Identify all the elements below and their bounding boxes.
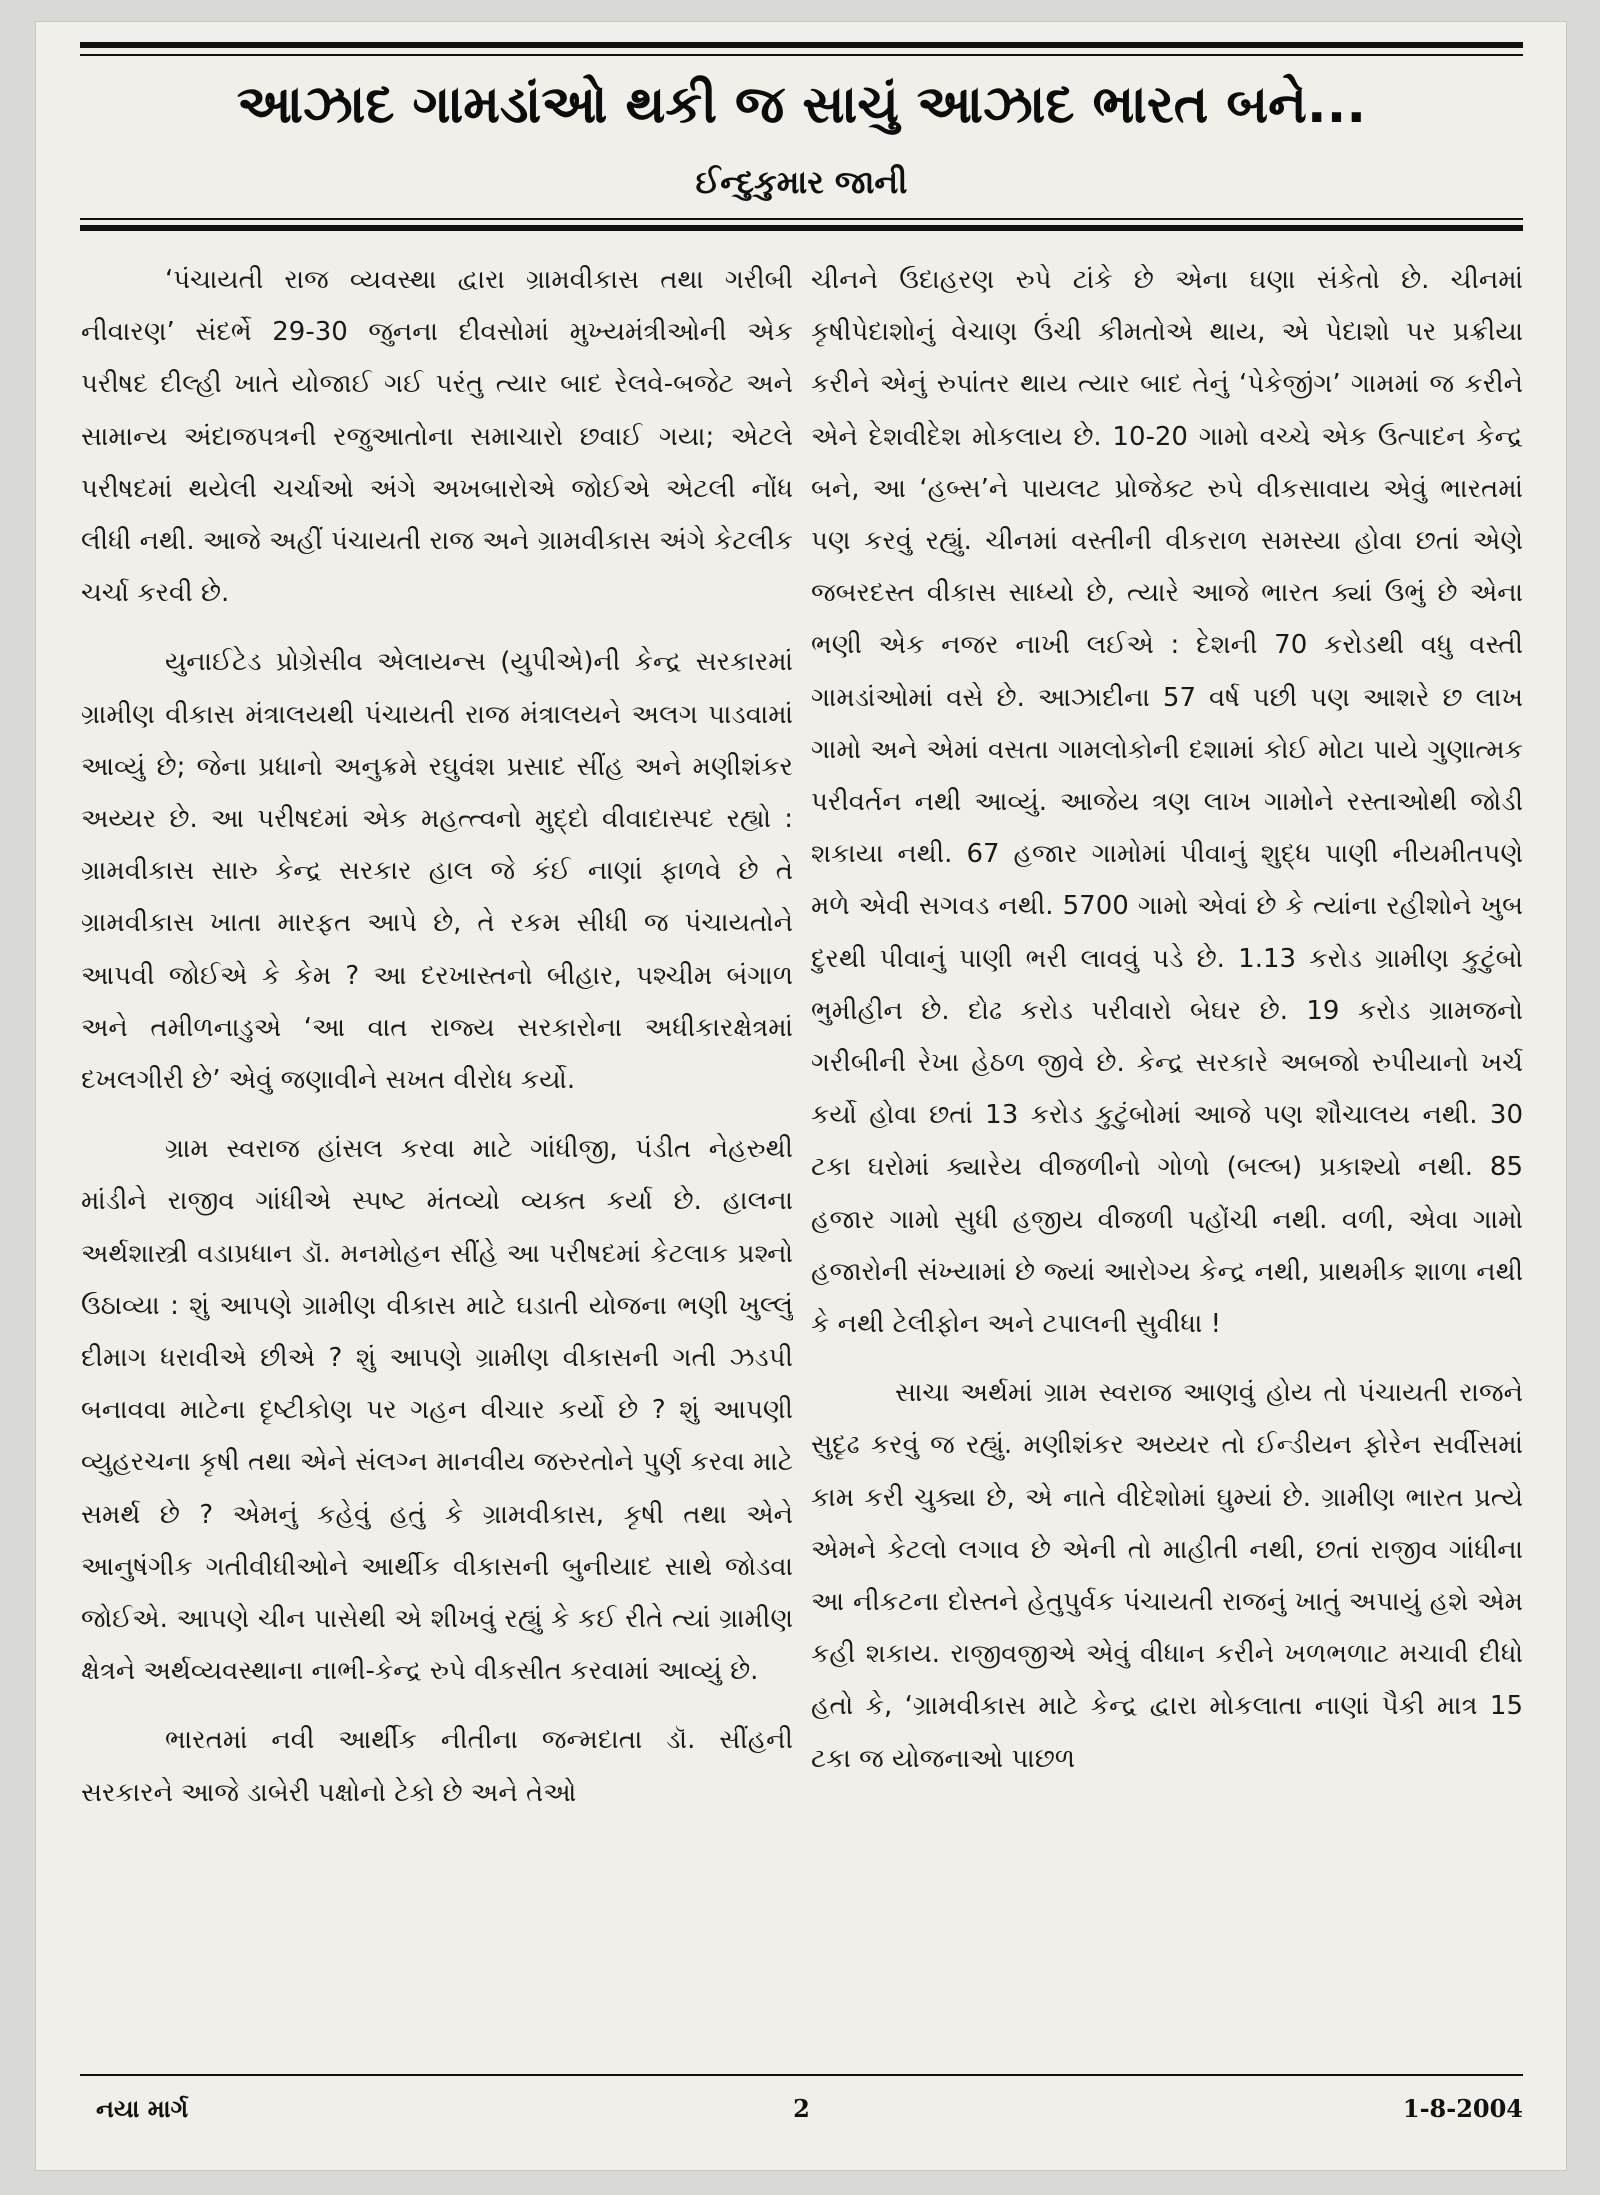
paragraph: ભારતમાં નવી આર્થીક નીતીના જન્મદાતા ડૉ. સીંહની સરકારને આજે ડાબેરી પક્ષોનો ટેકો છે અને તેઓ <box>81 1725 793 1808</box>
header-rule-thick <box>80 225 1523 231</box>
page-number: 2 <box>793 2094 810 2123</box>
article-title: આઝાદ ગામડાંઓ થકી જ સાચું આઝાદ ભારત બને... <box>236 75 1367 135</box>
publication-name: નયા માર્ગ <box>96 2094 189 2123</box>
issue-date: 1-8-2004 <box>1402 2094 1523 2123</box>
paragraph: યુનાઈટેડ પ્રોગ્રેસીવ એલાયન્સ (યુપીએ)ની કેન્દ્ર સરકારમાં ગ્રામીણ વીકાસ મંત્રાલયથી પંચાયતી રાજ મંત્રાલયને અલગ પાડવામાં આવ્યું છે; જેના પ્રધાનો અનુક્રમે રઘુવંશ પ્રસાદ સીંહ અને મણીશંકર અય્યર છે. આ પરીષદમાં એક મહત્ત્વનો મુદ્દો વીવાદાસ્પદ રહ્યો : ગ્રામવીકાસ સારુ કેન્દ્ર સરકાર હાલ જે કંઈ નાણાં ફાળવે છે તે ગ્રામવીકાસ ખાતા મારફત આપે છે, તે રકમ સીધી જ પંચાયતોને આપવી જોઈએ કે કેમ ? આ દરખાસ્તનો બીહાર, પશ્ચીમ બંગાળ અને તમીળનાડુએ ‘આ વાત રાજ્ય સરકારોના અધીકારક્ષેત્રમાં દખલગીરી છે’ એવું જણાવીને સખત વીરોધ કર્યો. <box>81 647 793 1096</box>
top-rule-thick <box>80 42 1523 48</box>
top-rule-thin <box>80 54 1523 56</box>
paragraph: ગ્રામ સ્વરાજ હાંસલ કરવા માટે ગાંધીજી, પંડીત નેહરુથી માંડીને રાજીવ ગાંધીએ સ્પષ્ટ મંતવ્યો વ્યક્ત કર્યા છે. હાલના અર્થશાસ્ત્રી વડાપ્રધાન ડૉ. મનમોહન સીંહે આ પરીષદમાં કેટલાક પ્રશ્નો ઉઠાવ્યા : શું આપણે ગ્રામીણ વીકાસ માટે ઘડાતી યોજના ભણી ખુલ્લું દીમાગ ધરાવીએ છીએ ? શું આપણે ગ્રામીણ વીકાસની ગતી ઝડપી બનાવવા માટેના દૃષ્ટીકોણ પર ગહન વીચાર કર્યો છે ? શું આપણી વ્યુહરચના કૃષી તથા એને સંલગ્ન માનવીય જરુરતોને પુર્ણ કરવા માટે સમર્થ છે ? એમનું કહેવું હતું કે ગ્રામવીકાસ, કૃષી તથા એને આનુષંગીક ગતીવીધીઓને આર્થીક વીકાસની બુનીયાદ સાથે જોડવા જોઈએ. આપણે ચીન પાસેથી એ શીખવું રહ્યું કે કઈ રીતે ત્યાં ગ્રામીણ ક્ષેત્રને અર્થવ્યવસ્થાના નાભી-કેન્દ્ર રુપે વીકસીત કરવામાં આવ્યું છે. <box>81 1134 793 1687</box>
article-author: ઈન્દુકુમાર જાની <box>695 163 908 201</box>
paragraph: ‘પંચાયતી રાજ વ્યવસ્થા દ્વારા ગ્રામવીકાસ તથા ગરીબી નીવારણ’ સંદર્ભે 29-30 જુનના દીવસોમાં મુખ્યમંત્રીઓની એક પરીષદ દીલ્હી ખાતે યોજાઈ ગઈ પરંતુ ત્યાર બાદ રેલવે-બજેટ અને સામાન્ય અંદાજપત્રની રજુઆતોના સમાચારો છવાઈ ગયા; એટલે પરીષદમાં થયેલી ચર્ચાઓ અંગે અખબારોએ જોઈએ એટલી નોંધ લીધી નથી. આજે અહીં પંચાયતી રાજ અને ગ્રામવીકાસ અંગે કેટલીક ચર્ચા કરવી છે. <box>81 265 793 609</box>
paragraph-continued: ચીનને ઉદાહરણ રુપે ટાંકે છે એના ઘણા સંકેતો છે. ચીનમાં કૃષીપેદાશોનું વેચાણ ઉંચી કીમતોએ થાય, એ પેદાશો પર પ્રક્રીયા કરીને એનું રુપાંતર થાય ત્યાર બાદ તેનું ‘પેકેજીંગ’ ગામમાં જ કરીને એને દેશવીદેશ મોકલાય છે. 10-20 ગામો વચ્ચે એક ઉત્પાદન કેન્દ્ર બને, આ ‘હબ્સ’ને પાયલટ પ્રોજેક્ટ રુપે વીકસાવાય એવું ભારતમાં પણ કરવું રહ્યું. ચીનમાં વસ્તીની વીકરાળ સમસ્યા હોવા છતાં એણે જબરદસ્ત વીકાસ સાધ્યો છે, ત્યારે આજે ભારત ક્યાં ઉભું છે એના ભણી એક નજર નાખી લઈએ : દેશની 70 કરોડથી વધુ વસ્તી ગામડાંઓમાં વસે છે. આઝાદીના 57 વર્ષ પછી પણ આશરે છ લાખ ગામો અને એમાં વસતા ગામલોકોની દશામાં કોઈ મોટા પાયે ગુણાત્મક પરીવર્તન નથી આવ્યું. આજેય ત્રણ લાખ ગામોને રસ્તાઓથી જોડી શકાયા નથી. 67 હજાર ગામોમાં પીવાનું શુદ્ધ પાણી નીયમીતપણે મળે એવી સગવડ નથી. 5700 ગામો એવાં છે કે ત્યાંના રહીશોને ખુબ દુરથી પીવાનું પાણી ભરી લાવવું પડે છે. 1.13 કરોડ ગ્રામીણ કુટુંબો ભુમીહીન છે. દોઢ કરોડ પરીવારો બેઘર છે. 19 કરોડ ગ્રામજનો ગરીબીની રેખા હેઠળ જીવે છે. કેન્દ્ર સરકારે અબજો રુપીયાનો ખર્ચ કર્યો હોવા છતાં 13 કરોડ કુટુંબોમાં આજે પણ શૌચાલય નથી. 30 ટકા ઘરોમાં ક્યારેય વીજળીનો ગોળો (બલ્બ) પ્રકાશ્યો નથી. 85 હજાર ગામો સુધી હજીય વીજળી પહોંચી નથી. વળી, એવા ગામો હજારોની સંખ્યામાં છે જ્યાં આરોગ્ય કેન્દ્ર નથી, પ્રાથમીક શાળા નથી કે નથી ટેલીફોન અને ટપાલની સુવીધા ! <box>811 265 1523 1340</box>
paragraph: સાચા અર્થમાં ગ્રામ સ્વરાજ આણવું હોય તો પંચાયતી રાજને સુદૃઢ કરવું જ રહ્યું. મણીશંકર અય્યર તો ઈન્ડીયન ફોરેન સર્વીસમાં કામ કરી ચુક્યા છે, એ નાતે વીદેશોમાં ઘુમ્યાં છે. ગ્રામીણ ભારત પ્રત્યે એમને કેટલો લગાવ છે એની તો માહીતી નથી, છતાં રાજીવ ગાંધીના આ નીકટના દોસ્તને હેતુપુર્વક પંચાયતી રાજનું ખાતું અપાયું હશે એમ કહી શકાય. રાજીવજીએ એવું વીધાન કરીને ખળભળાટ મચાવી દીધો હતો કે, ‘ગ્રામવીકાસ માટે કેન્દ્ર દ્વારા મોકલાતા નાણાં પૈકી માત્ર 15 ટકા જ યોજનાઓ પાછળ <box>811 1378 1523 1774</box>
footer-rule <box>80 2074 1523 2076</box>
newspaper-page <box>36 22 1566 2170</box>
page-footer <box>80 2094 1523 2134</box>
left-column <box>81 254 793 2066</box>
right-column <box>811 254 1523 2066</box>
header-rule-thin <box>80 218 1523 220</box>
